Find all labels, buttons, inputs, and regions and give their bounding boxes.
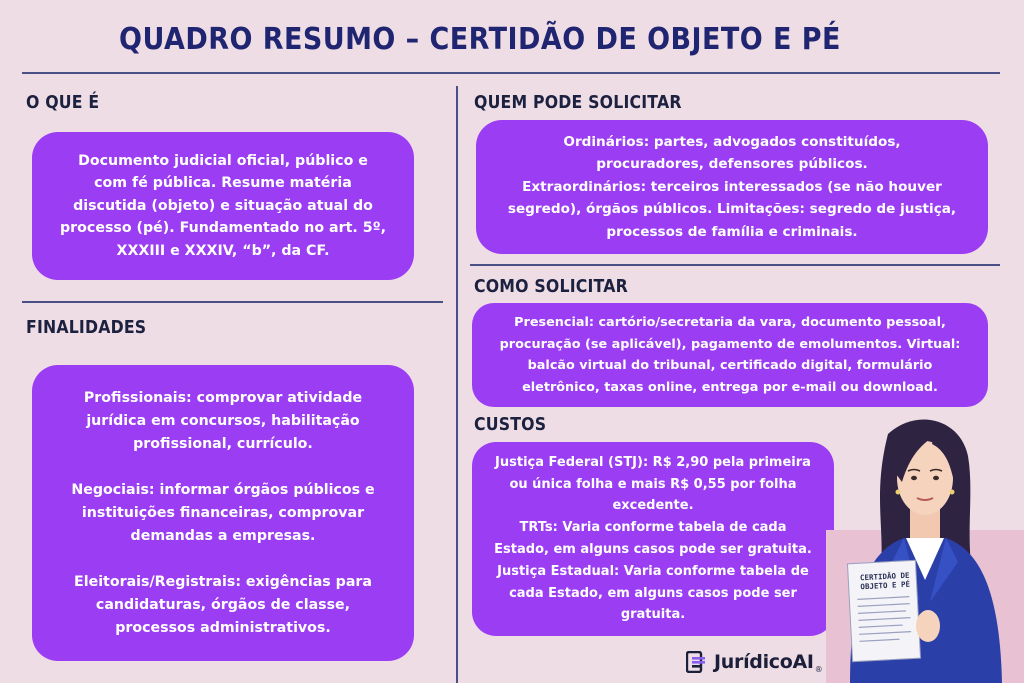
quem-pode-box	[476, 120, 988, 254]
section-heading-o-que-e: O QUE É	[26, 93, 100, 113]
como-solicitar-box	[472, 303, 988, 407]
right-section-divider	[470, 264, 1000, 266]
left-section-divider	[22, 301, 443, 303]
section-heading-como-solicitar: COMO SOLICITAR	[474, 277, 628, 297]
juridicoai-logo-text: JurídicoAI	[714, 651, 814, 673]
custos-box	[472, 442, 834, 636]
title-divider	[22, 72, 1000, 74]
o-que-e-text: Documento judicial oficial, público e com fé pública. Resume matéria discutida (objeto) e situação atual do processo (pé). Fundamentado no art. 5º, XXXIII e XXXIV, “b”, da CF.	[60, 152, 386, 259]
finalidades-negociais: Negociais: informar órgãos públicos e instituições financeiras, comprovar demandas a empresas.	[71, 481, 375, 544]
finalidades-box	[32, 365, 414, 661]
section-heading-quem-pode: QUEM PODE SOLICITAR	[474, 93, 682, 113]
custos-text: Justiça Federal (STJ): R$ 2,90 pela primeira ou única folha e mais R$ 0,55 por folha excedente. TRTs: Varia conforme tabela de cada Estado, em alguns casos pode ser gratuita. Justiça Estadual: Varia conforme tabela de cada Estado, em alguns casos pode ser gratuita.	[494, 454, 812, 623]
juridicoai-logo-icon	[686, 651, 708, 673]
juridicoai-logo	[686, 650, 823, 674]
o-que-e-box	[32, 132, 414, 280]
column-divider	[456, 86, 458, 683]
woman-holding-certificate-illustration	[820, 412, 1024, 683]
page-title: QUADRO RESUMO – CERTIDÃO DE OBJETO E PÉ	[119, 22, 841, 57]
finalidades-profissionais: Profissionais: comprovar atividade jurídica em concursos, habilitação profissional, currículo.	[83, 389, 363, 452]
quem-pode-text: Ordinários: partes, advogados constituídos, procuradores, defensores públicos. Extraordinários: terceiros interessados (se não houver segredo), órgãos públicos. Limitações: segredo de justiça, processos de família e criminais.	[507, 133, 957, 240]
section-heading-finalidades: FINALIDADES	[26, 318, 147, 338]
registered-mark: ®	[814, 665, 823, 674]
finalidades-eleitorais: Eleitorais/Registrais: exigências para candidaturas, órgãos de classe, processos administrativos.	[74, 573, 372, 636]
section-heading-custos: CUSTOS	[474, 415, 547, 435]
certificate-title: CERTIDÃO DE OBJETO E PÉ	[859, 570, 911, 592]
como-solicitar-text: Presencial: cartório/secretaria da vara, documento pessoal, procuração (se aplicável), pagamento de emolumentos. Virtual: balcão virtual do tribunal, certificado digital, formulário eletrônico, taxas online, entrega por e-mail ou download.	[499, 315, 961, 395]
